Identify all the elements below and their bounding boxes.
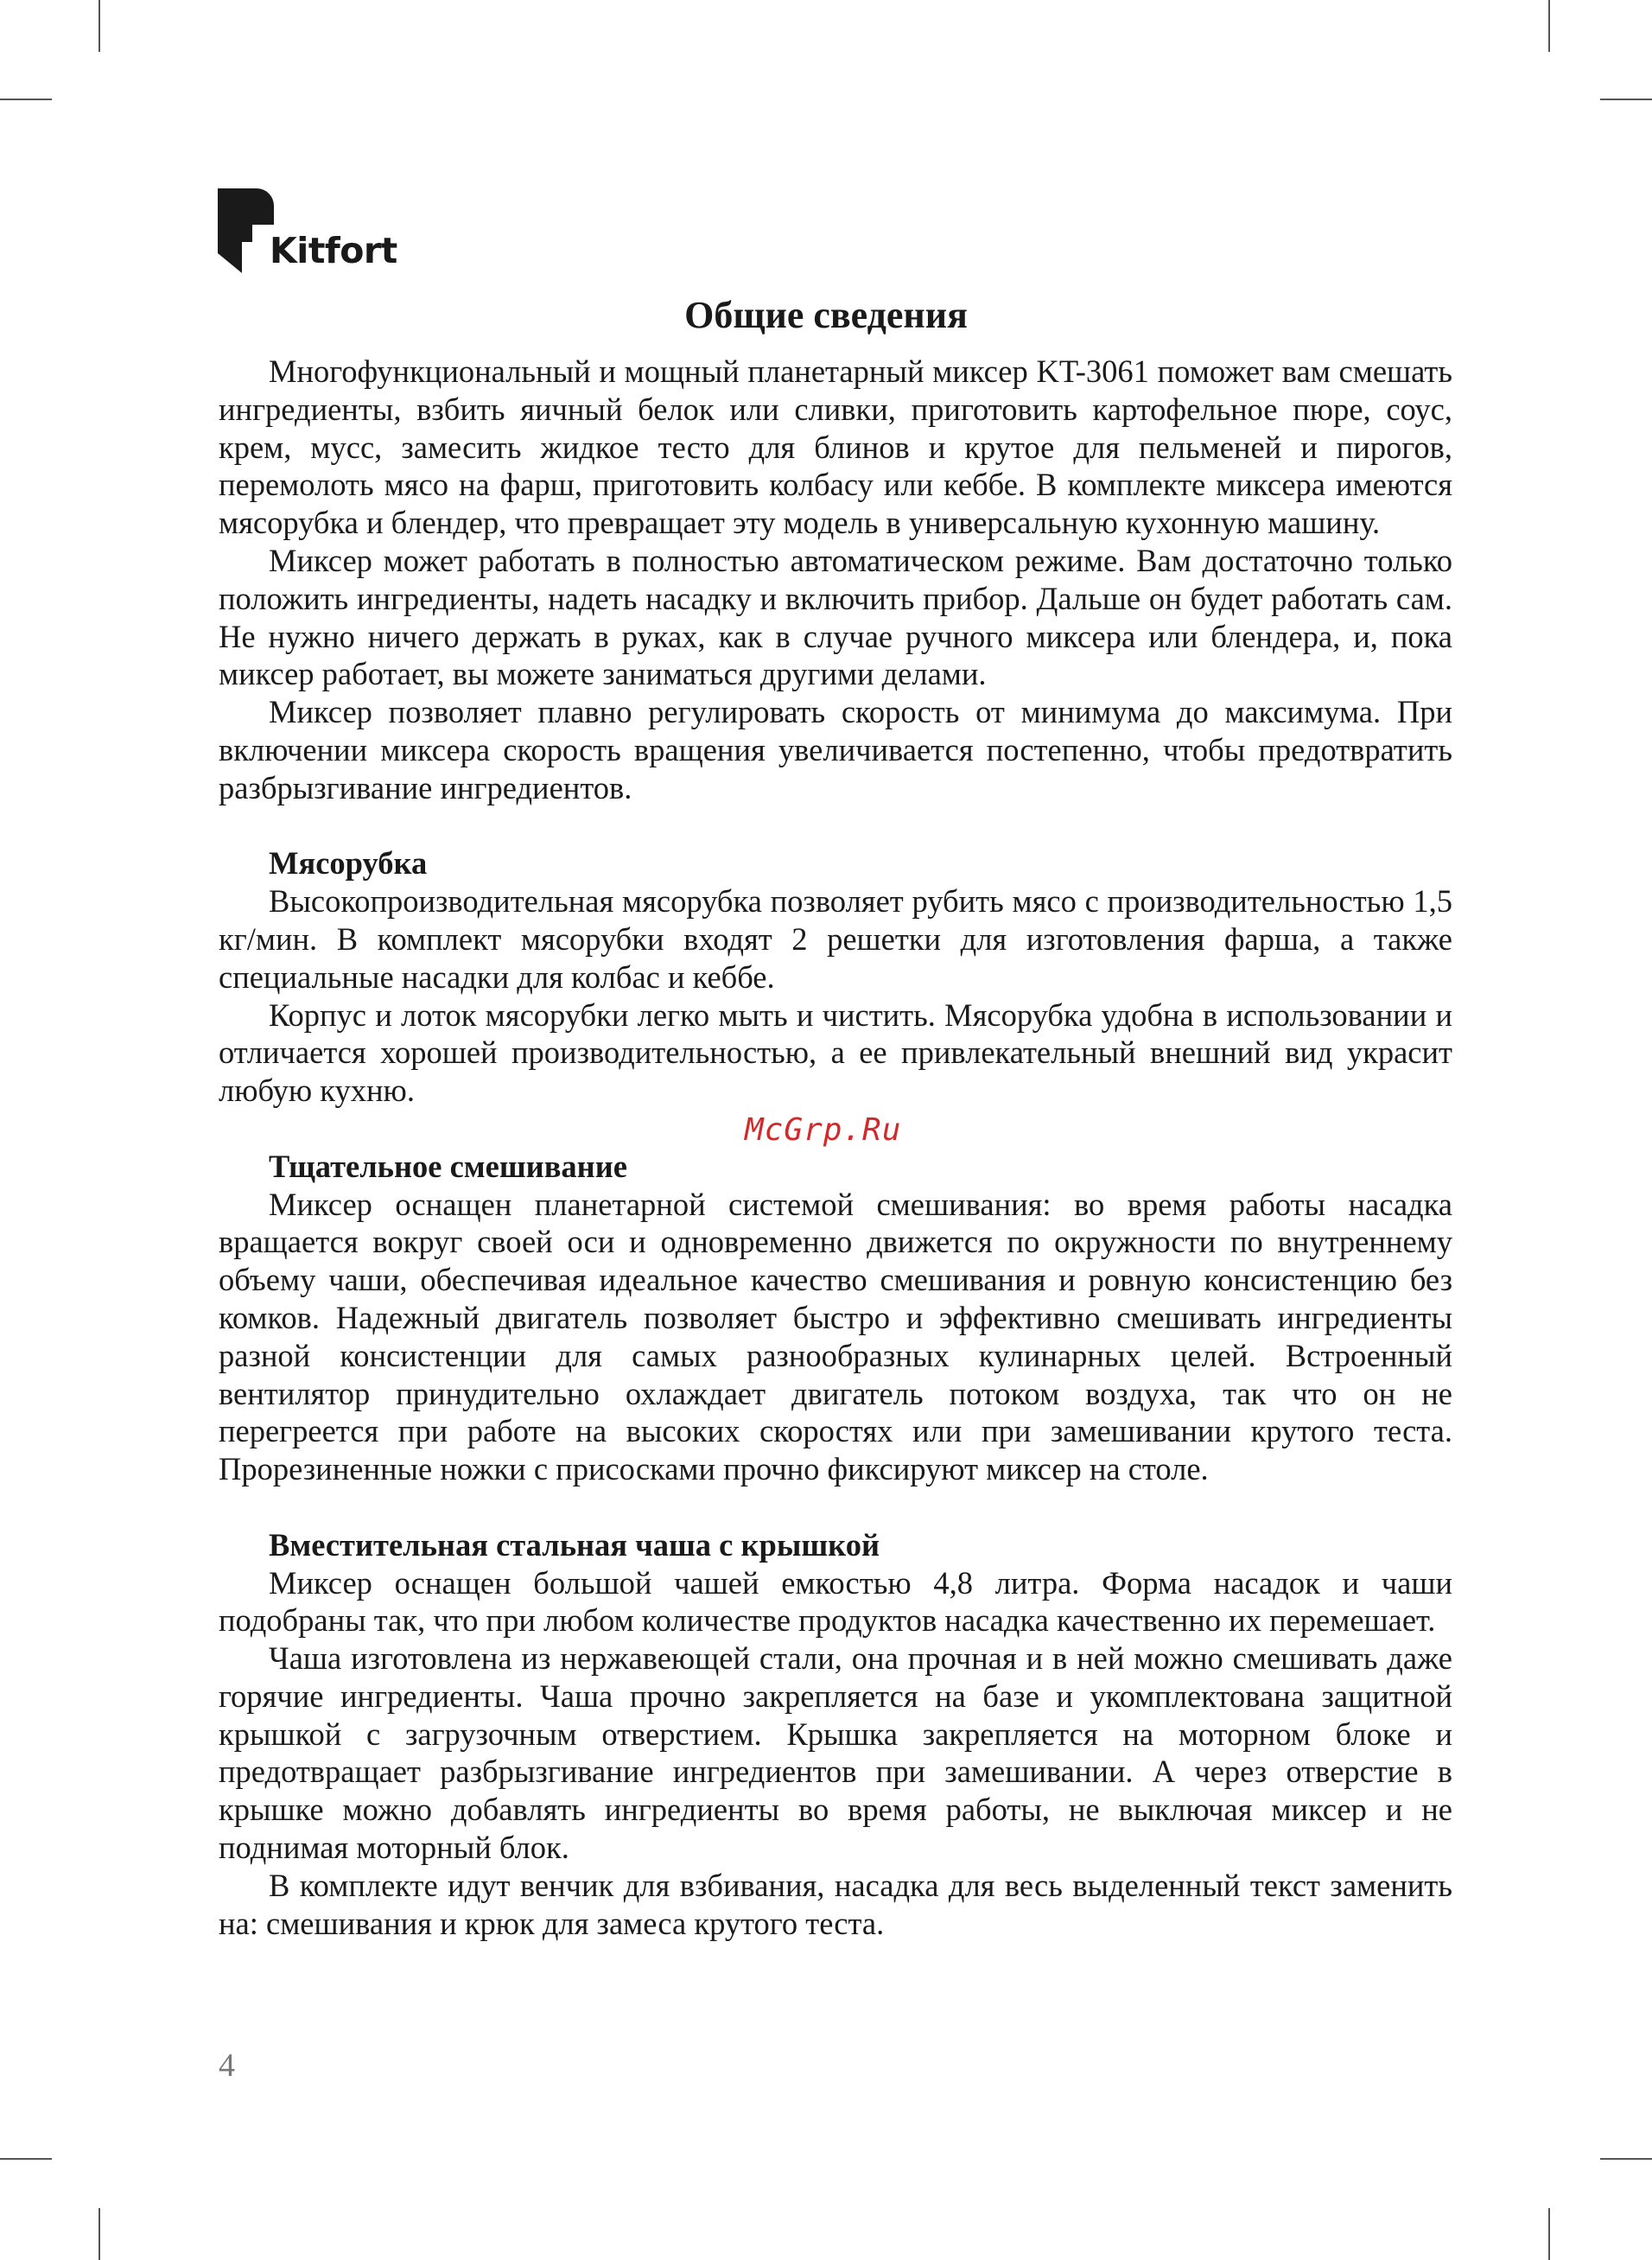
section-paragraph: В комплекте идут венчик для взбивания, насадка для весь выделенный текст заменить на: смешивания и крюк для замеса крутого теста.	[219, 1867, 1452, 1941]
section-paragraph: Корпус и лоток мясорубки легко мыть и чистить. Мясорубка удобна в использовании и отличается хорошей производительностью, а ее привлекательный внешний вид украсит любую кухню.	[219, 996, 1452, 1109]
crop-mark	[98, 2208, 100, 2260]
crop-mark	[1600, 2158, 1652, 2160]
section-paragraph: Миксер оснащен планетарной системой смешивания: во время работы насадка вращается вокруг своей оси и одновременно движется по окружности по внутреннему объему чаши, обеспечивая идеальное качество смешивания и ровную консистенцию без комков. Надежный двигатель позволяет быстро и эффективно смешивать ингредиенты разной консистенции для самых разнообразных кулинарных целей. Встроенный вентилятор принудительно охлаждает двигатель потоком воздуха, так что он не перегреется при работе на высоких скоростях или при замешивании крутого теста. Прорезиненные ножки с присосками прочно фиксируют миксер на столе.	[219, 1186, 1452, 1487]
intro-paragraph: Миксер может работать в полностью автоматическом режиме. Вам достаточно только положить ингредиенты, надеть насадку и включить прибор. Дальше он будет работать сам. Не нужно ничего держать в руках, как в случае ручного миксера или блендера, и, пока миксер работает, вы можете заниматься другими делами.	[219, 542, 1452, 692]
section-heading: Тщательное смешивание	[269, 1148, 627, 1184]
brand-name: Kitfort	[270, 230, 397, 271]
intro-paragraph: Миксер позволяет плавно регулировать скорость от минимума до максимума. При включении миксера скорость вращения увеличивается постепенно, чтобы предотвратить разбрызгивание ингредиентов.	[219, 694, 1452, 805]
crop-mark	[1600, 99, 1652, 100]
section-paragraph: Высокопроизводительная мясорубка позволяет рубить мясо с производительностью 1,5 кг/мин. В комплект мясорубки входят 2 решетки для изготовления фарша, а также специальные насадки для колбас и кеббе.	[219, 883, 1452, 995]
crop-mark	[1548, 2208, 1550, 2260]
section-heading: Вместительная стальная чаша с крышкой	[269, 1526, 880, 1563]
crop-mark	[98, 0, 100, 52]
page-number: 4	[219, 2047, 235, 2084]
crop-mark	[0, 2158, 52, 2160]
section-paragraph: Чаша изготовлена из нержавеющей стали, она прочная и в ней можно смешивать даже горячие ингредиенты. Чаша прочно закрепляется на базе и укомплектована защитной крышкой с загрузочным отверстием. Крышка закрепляется на моторном блоке и предотвращает разбрызгивание ингредиентов при замешивании. А через отверстие в крышке можно добавлять ингредиенты во время работы, не выключая миксер и не поднимая моторный блок.	[219, 1640, 1452, 1866]
watermark: McGrp.Ru	[745, 1112, 902, 1148]
crop-mark	[1548, 0, 1550, 52]
crop-mark	[0, 99, 52, 100]
section-heading: Мясорубка	[269, 845, 428, 882]
section-paragraph: Миксер оснащен большой чашей емкостью 4,8 литра. Форма насадок и чаши подобраны так, что при любом количестве продуктов насадка качественно их перемешает.	[219, 1564, 1452, 1639]
intro-paragraph: Многофункциональный и мощный планетарный миксер KT-3061 поможет вам смешать ингредиенты, взбить яичный белок или сливки, приготовить картофельное пюре, соус, крем, мусс, замесить жидкое тесто для блинов и крутое для пельменей и пирогов, перемолоть мясо на фарш, приготовить колбасу или кеббе. В комплекте миксера имеются мясорубка и блендер, что превращает эту модель в универсальную кухонную машину.	[219, 353, 1452, 541]
page-title: Общие сведения	[684, 294, 968, 337]
